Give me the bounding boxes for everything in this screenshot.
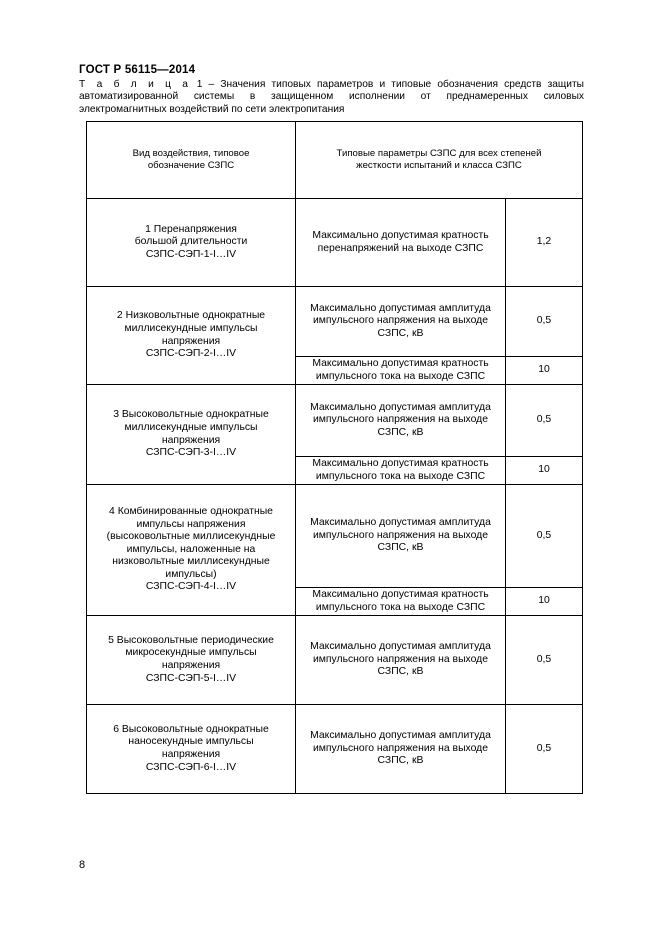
param-value-cell: 10 (506, 357, 583, 385)
param-label-cell: Максимально допустимая кратность импульсного тока на выходе СЗПС (296, 588, 506, 616)
impact-name: 1 Перенапряжения большой длительности (134, 223, 248, 248)
param-label-cell: Максимально допустимая кратность импульсного тока на выходе СЗПС (296, 457, 506, 485)
table-row (87, 616, 583, 705)
table-row (87, 385, 583, 457)
impact-code: СЗПС-СЭП-3-I…IV (145, 447, 237, 459)
param-label-cell: Максимально допустимая кратность импульсного тока на выходе СЗПС (296, 357, 506, 385)
impact-name: 6 Высоковольтные однократные наносекундные импульсы напряжения (113, 723, 269, 760)
param-value-cell: 10 (506, 588, 583, 616)
impact-code: СЗПС-СЭП-4-I…IV (145, 581, 237, 593)
table-caption-text: 1 – Значения типовых параметров и типовые обозначения средств защиты автоматизированной системы в защищенном исполнении от преднамеренных силовых электромагнитных воздействий по сети электропитания (79, 79, 584, 115)
param-label-cell: Максимально допустимая кратность перенапряжений на выходе СЗПС (296, 199, 506, 287)
impact-type-cell (87, 485, 296, 616)
table-caption (79, 79, 584, 116)
document-header: ГОСТ Р 56115—2014 (79, 64, 196, 76)
impact-type-cell (87, 385, 296, 485)
param-value-cell: 0,5 (506, 485, 583, 588)
param-value-cell: 1,2 (506, 199, 583, 287)
table-row (87, 199, 583, 287)
table-row (87, 287, 583, 357)
impact-type-cell (87, 199, 296, 287)
header-cell-parameters: Типовые параметры СЗПС для всех степеней жесткости испытаний и класса СЗПС (296, 122, 583, 199)
impact-name: 5 Высоковольтные периодические микросекундные импульсы напряжения (108, 634, 274, 671)
table-header-row (87, 122, 583, 199)
table-row (87, 485, 583, 588)
impact-code: СЗПС-СЭП-1-I…IV (145, 248, 237, 260)
param-value-cell: 0,5 (506, 616, 583, 705)
impact-type-cell (87, 705, 296, 794)
impact-code: СЗПС-СЭП-2-I…IV (145, 348, 237, 360)
param-label-cell: Максимально допустимая амплитуда импульсного напряжения на выходе СЗПС, кВ (296, 287, 506, 357)
parameters-table (86, 121, 583, 794)
param-value-cell: 0,5 (506, 385, 583, 457)
impact-name: 3 Высоковольтные однократные миллисекундные импульсы напряжения (113, 409, 269, 446)
impact-name: 2 Низковольтные однократные миллисекундные импульсы напряжения (116, 310, 266, 347)
param-value-cell: 0,5 (506, 287, 583, 357)
param-label-cell: Максимально допустимая амплитуда импульсного напряжения на выходе СЗПС, кВ (296, 385, 506, 457)
param-value-cell: 10 (506, 457, 583, 485)
impact-type-cell (87, 287, 296, 385)
param-label-cell: Максимально допустимая амплитуда импульсного напряжения на выходе СЗПС, кВ (296, 616, 506, 705)
impact-type-cell (87, 616, 296, 705)
param-value-cell: 0,5 (506, 705, 583, 794)
impact-code: СЗПС-СЭП-6-I…IV (145, 761, 237, 773)
page-number: 8 (79, 859, 86, 871)
param-label-cell: Максимально допустимая амплитуда импульсного напряжения на выходе СЗПС, кВ (296, 705, 506, 794)
param-label-cell: Максимально допустимая амплитуда импульсного напряжения на выходе СЗПС, кВ (296, 485, 506, 588)
table-caption-label: Т а б л и ц а (79, 79, 191, 90)
impact-code: СЗПС-СЭП-5-I…IV (145, 672, 237, 684)
impact-name: 4 Комбинированные однократные импульсы напряжения (высоковольтные миллисекундные импульсы, наложенные на низковольтные миллисекундные импульсы) (106, 505, 276, 580)
table-row (87, 705, 583, 794)
header-cell-impact-type: Вид воздействия, типовое обозначение СЗПС (87, 122, 296, 199)
